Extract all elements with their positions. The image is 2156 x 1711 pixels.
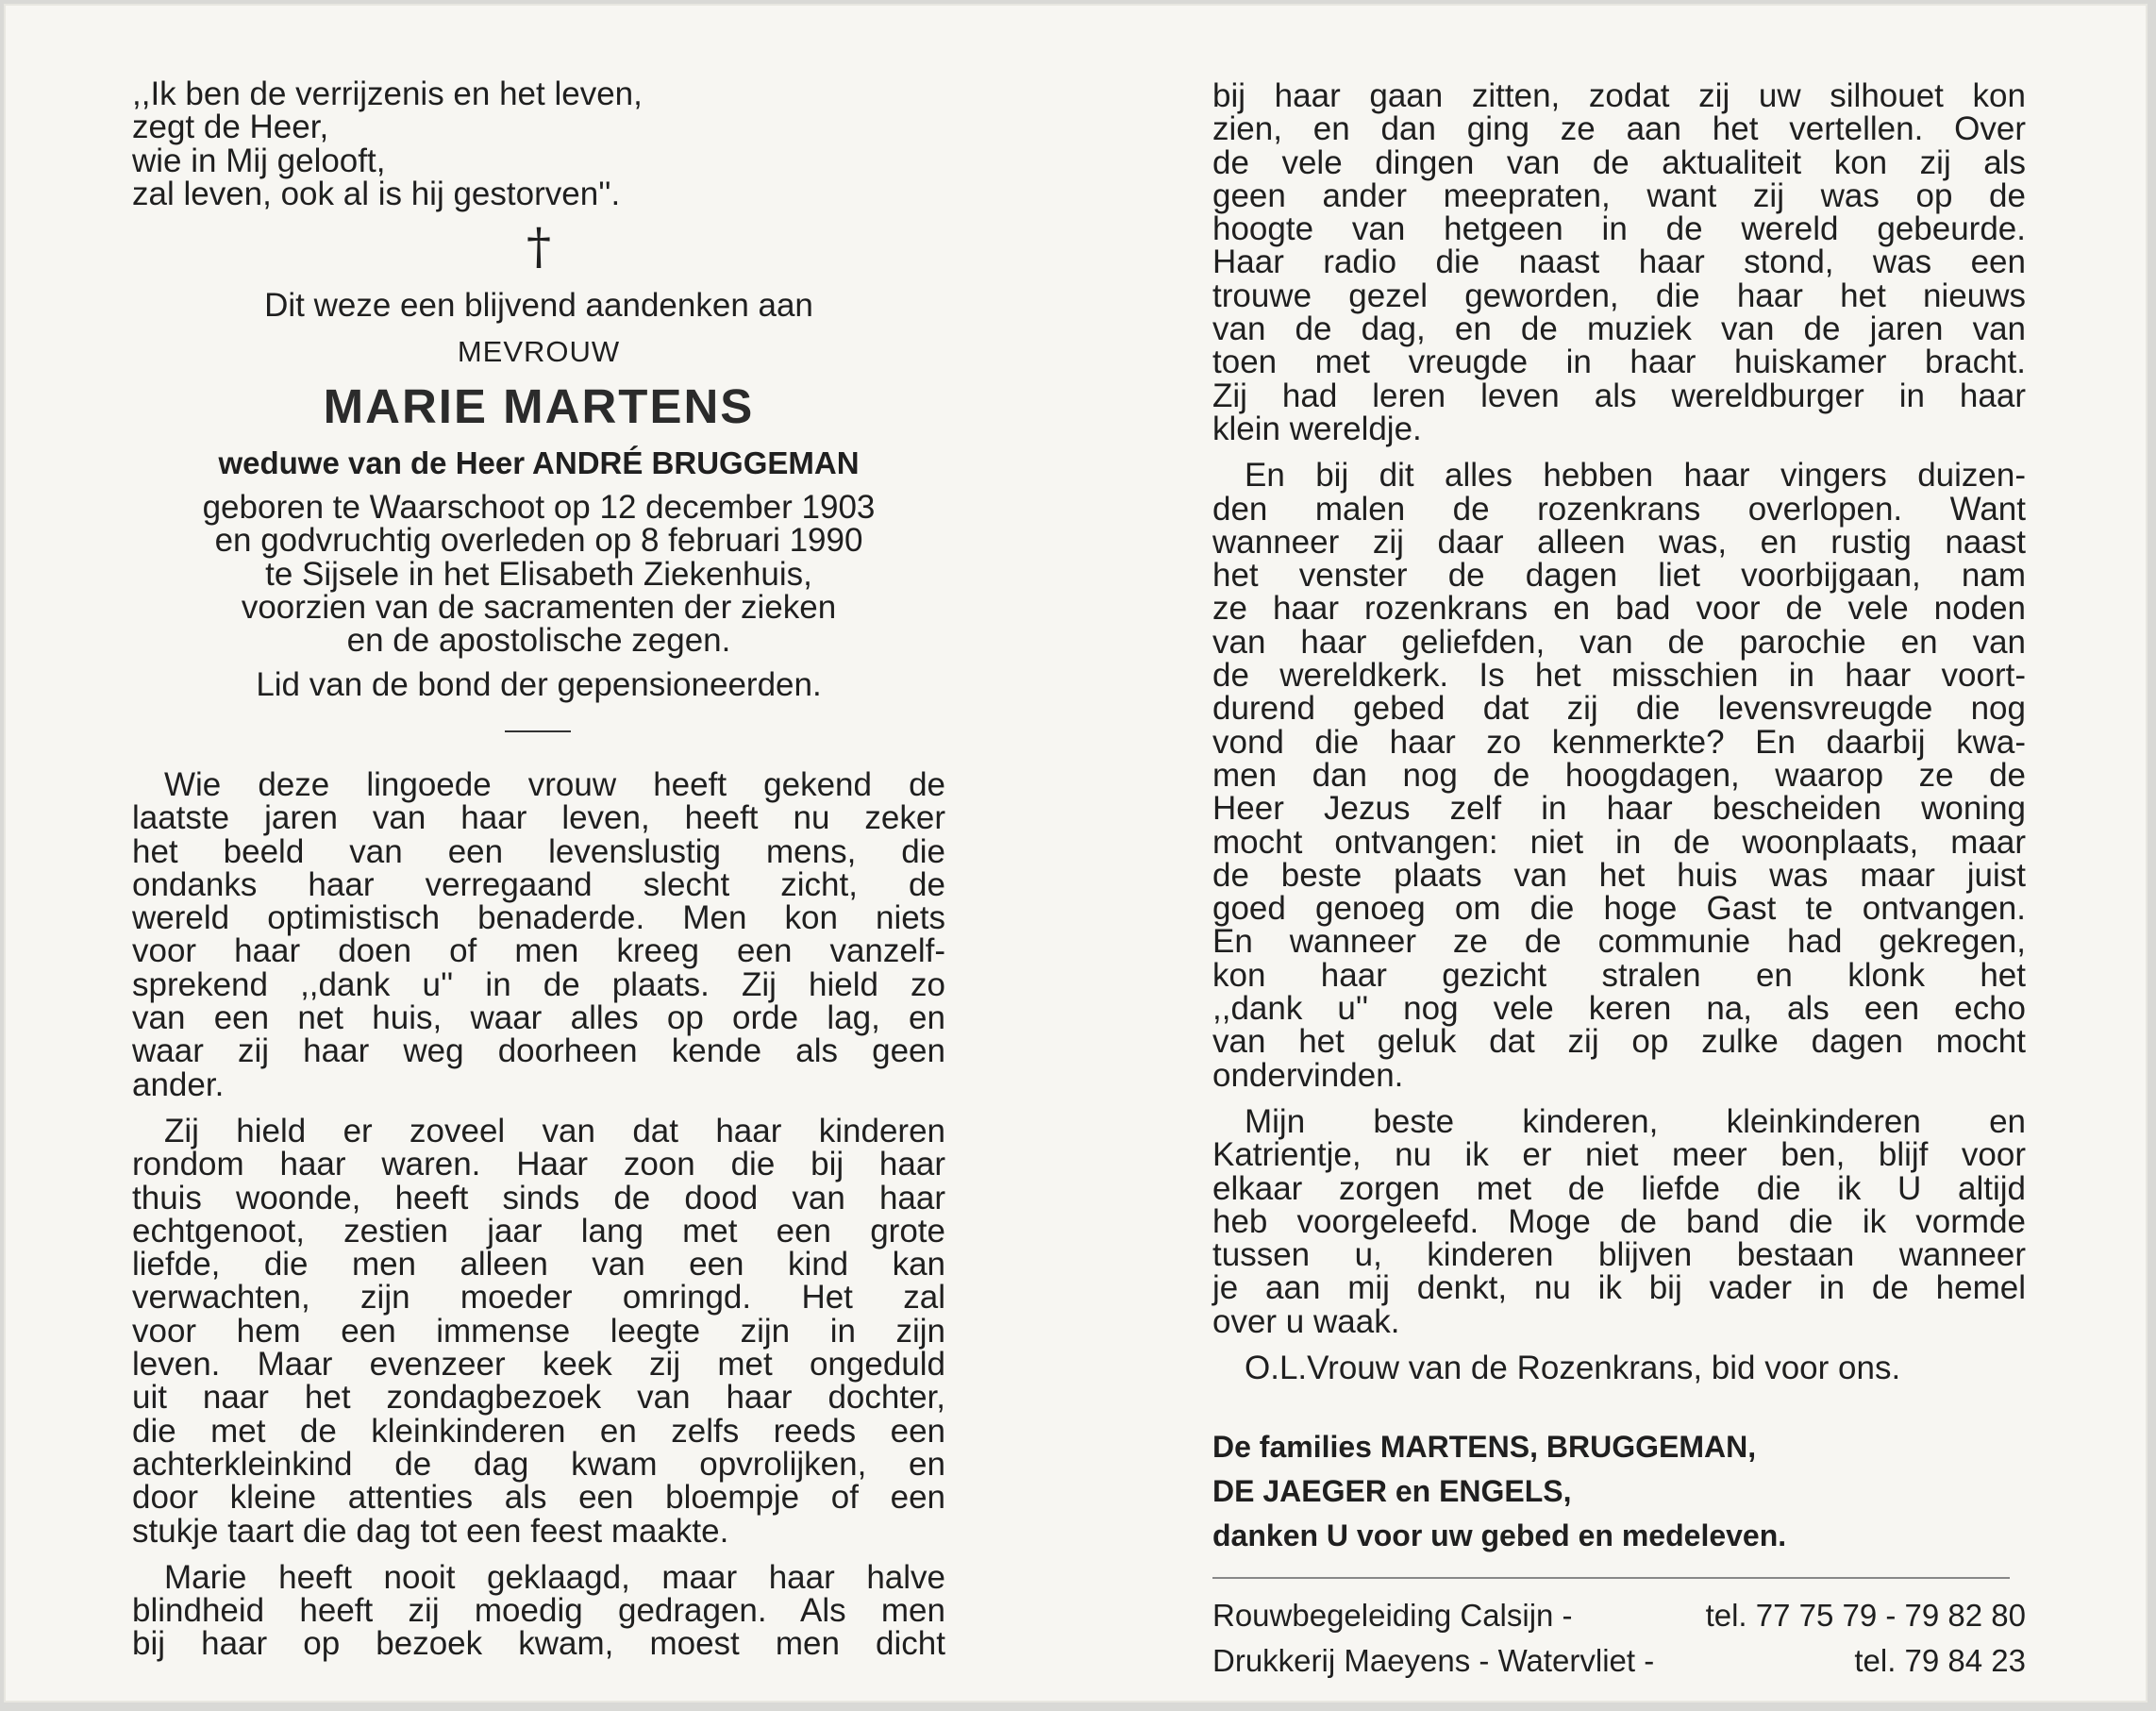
text-line: waar zij haar weg doorheen kende als geen (132, 1032, 945, 1070)
text-line: stukje taart die dag tot een feest maakte. (132, 1512, 729, 1550)
text-line: Katrientje, nu ik er niet meer ben, blijf voor (1212, 1136, 2026, 1174)
text-line: achterkleinkind de dag kwam opvrolijken, en (132, 1445, 945, 1483)
bible-quote (132, 77, 811, 210)
text-line: je aan mij denkt, nu ik bij vader in de hemel (1212, 1269, 2026, 1307)
text-line: zien, en dan ging ze aan het vertellen. Over (1212, 110, 2026, 148)
text-line: durend gebed dat zij die levensvreugde nog (1212, 690, 2026, 728)
paragraph (132, 768, 945, 1101)
text-line: ze haar rozenkrans en bad voor de vele noden (1212, 590, 2026, 628)
thanks-line: danken U voor uw gebed en medeleven. (1212, 1518, 1787, 1552)
quote-line: ,,Ik ben de verrijzenis en het leven, (132, 75, 643, 112)
text-line: laatste jaren van haar leven, heeft nu zeker (132, 799, 945, 837)
text-line: het beeld van een levenslustig mens, die (132, 832, 945, 870)
right-story (1212, 79, 2026, 1398)
text-line: echtgenoot, zestien jaar lang met een grote (132, 1212, 945, 1250)
cross-icon: † (526, 219, 551, 276)
text-line: ander. (132, 1065, 225, 1103)
quote-line: wie in Mij gelooft, (132, 142, 386, 179)
funeral-service-phone: tel. 77 75 79 - 79 82 80 (1705, 1598, 2026, 1633)
info-line: en godvruchtig overleden op 8 februari 1990 (214, 522, 863, 560)
text-line: Zij had leren leven als wereldburger in haar (1212, 377, 2026, 414)
text-line: elkaar zorgen met de liefde die ik U altijd (1212, 1169, 2026, 1207)
footer-divider (1212, 1577, 2010, 1579)
divider (505, 730, 571, 732)
paragraph (132, 1558, 945, 1663)
text-line: ondanks haar verregaand slecht zicht, de (132, 865, 945, 903)
text-line: ondervinden. (1212, 1056, 1404, 1094)
text-line: den malen de rozenkrans overlopen. Want (1212, 490, 2026, 528)
funeral-service-line (1212, 1593, 2026, 1638)
text-line: Haar radio die naast haar stond, was een (1212, 243, 2026, 281)
text-line: uit naar het zondagbezoek van haar dochter, (132, 1379, 945, 1417)
family-thanks (1212, 1425, 2026, 1558)
text-line: heb voorgeleefd. Moge de band die ik vormde (1212, 1202, 2026, 1240)
text-line: thuis woonde, heeft sinds de dood van haar (132, 1179, 945, 1216)
text-line: voor hem een immense leegte zijn in zijn (132, 1312, 945, 1350)
funeral-service-name: Rouwbegeleiding Calsijn - (1212, 1598, 1573, 1633)
text-line: die met de kleinkinderen en zelfs reeds een (132, 1412, 945, 1450)
title-line: MEVROUW (457, 335, 621, 368)
text-line: rondom haar waren. Haar zoon die bij haar (132, 1146, 945, 1183)
text-line: de wereldkerk. Is het misschien in haar voort- (1212, 657, 2026, 695)
info-line: te Sijsele in het Elisabeth Ziekenhuis, (265, 555, 812, 593)
text-line: toen met vreugde in haar huiskamer bracht. (1212, 344, 2026, 381)
birth-death-info (132, 489, 945, 660)
text-line: bij haar gaan zitten, zodat zij uw silhouet kon (1212, 77, 2026, 114)
quote-line: zegt de Heer, (132, 109, 329, 146)
widow-line: weduwe van de Heer ANDRÉ BRUGGEMAN (218, 445, 860, 480)
info-line: geboren te Waarschoot op 12 december 1903 (202, 489, 876, 526)
paragraph (1212, 459, 2026, 1092)
text-line: Heer Jezus zelf in haar bescheiden woning (1212, 790, 2026, 828)
text-line: geen ander meepraten, want zij was op de (1212, 176, 2026, 214)
text-line: trouwe gezel geworden, die haar het nieuws (1212, 277, 2026, 314)
text-line: wanneer zij daar alleen was, en rustig naast (1212, 523, 2026, 561)
info-line: voorzien van de sacramenten der zieken (241, 588, 837, 626)
text-line: van het geluk dat zij op zulke dagen mocht (1212, 1023, 2026, 1061)
text-line: tussen u, kinderen blijven bestaan wanneer (1212, 1236, 2026, 1274)
memorial-line: Dit weze een blijvend aandenken aan (264, 287, 813, 324)
text-line: vond die haar zo kenmerkte? En daarbij kwa- (1212, 723, 2026, 761)
text-line: klein wereldje. (1212, 410, 1422, 447)
text-line: de beste plaats van het huis was maar juist (1212, 856, 2026, 894)
thanks-line: De families MARTENS, BRUGGEMAN, (1212, 1430, 1757, 1464)
printer-name: Drukkerij Maeyens - Watervliet - (1212, 1643, 1655, 1678)
prayer-line: O.L.Vrouw van de Rozenkrans, bid voor ons. (1245, 1349, 1901, 1386)
paragraph (1212, 1102, 2026, 1340)
text-line: men dan nog de hoogdagen, waarop ze de (1212, 756, 2026, 794)
text-line: En bij dit alles hebben haar vingers duizen- (1245, 457, 2026, 495)
paragraph (132, 1112, 945, 1550)
thanks-line: DE JAEGER en ENGELS, (1212, 1474, 1572, 1508)
memorial-card (4, 4, 2148, 1703)
text-line: over u waak. (1212, 1302, 1400, 1340)
text-line: van de dag, en de muziek van de jaren van (1212, 310, 2026, 348)
text-line: kon haar gezicht stralen en klonk het (1212, 956, 2026, 994)
membership-line: Lid van de bond der gepensioneerden. (256, 666, 822, 703)
info-line: en de apostolische zegen. (346, 622, 731, 660)
text-line: ,,dank u'' nog vele keren na, als een echo (1212, 990, 2026, 1028)
text-line: sprekend ,,dank u'' in de plaats. Zij hield zo (132, 965, 945, 1003)
text-line: Wie deze lingoede vrouw heeft gekend de (164, 766, 945, 803)
text-line: liefde, die men alleen van een kind kan (132, 1246, 945, 1283)
deceased-name: MARIE MARTENS (323, 379, 755, 433)
text-line: van haar geliefden, van de parochie en van (1212, 623, 2026, 661)
text-line: Marie heeft nooit geklaagd, maar haar halve (164, 1558, 945, 1596)
text-line: En wanneer ze de communie had gekregen, (1212, 923, 2026, 961)
text-line: bij haar op bezoek kwam, moest men dicht (132, 1625, 945, 1663)
text-line: mocht ontvangen: niet in de woonplaats, maar (1212, 823, 2026, 861)
text-line: Zij hield er zoveel van dat haar kinderen (164, 1112, 945, 1149)
text-line: van een net huis, waar alles op orde lag, en (132, 999, 945, 1037)
text-line: wereld optimistisch benaderde. Men kon niets (132, 899, 945, 937)
paragraph (1212, 79, 2026, 445)
text-line: leven. Maar evenzeer keek zij met ongeduld (132, 1346, 945, 1384)
text-line: voor haar doen of men kreeg een vanzelf- (132, 932, 945, 970)
footer-credits (1212, 1593, 2026, 1684)
printer-line (1212, 1638, 2026, 1684)
text-line: verwachten, zijn moeder omringd. Het zal (132, 1279, 945, 1317)
text-line: goed genoeg om die hoge Gast te ontvangen. (1212, 890, 2026, 928)
text-line: het venster de dagen liet voorbijgaan, nam (1212, 557, 2026, 595)
text-line: Mijn beste kinderen, kleinkinderen en (1245, 1102, 2026, 1140)
quote-line: zal leven, ook al is hij gestorven''. (132, 175, 621, 212)
text-line: de vele dingen van de aktualiteit kon zij als (1212, 143, 2026, 181)
text-line: hoogte van hetgeen in de wereld gebeurde. (1212, 210, 2026, 248)
printer-phone: tel. 79 84 23 (1854, 1643, 2026, 1678)
text-line: blindheid heeft zij moedig gedragen. Als men (132, 1592, 945, 1630)
text-line: door kleine attenties als een bloempje of een (132, 1479, 945, 1517)
left-story (132, 768, 945, 1674)
